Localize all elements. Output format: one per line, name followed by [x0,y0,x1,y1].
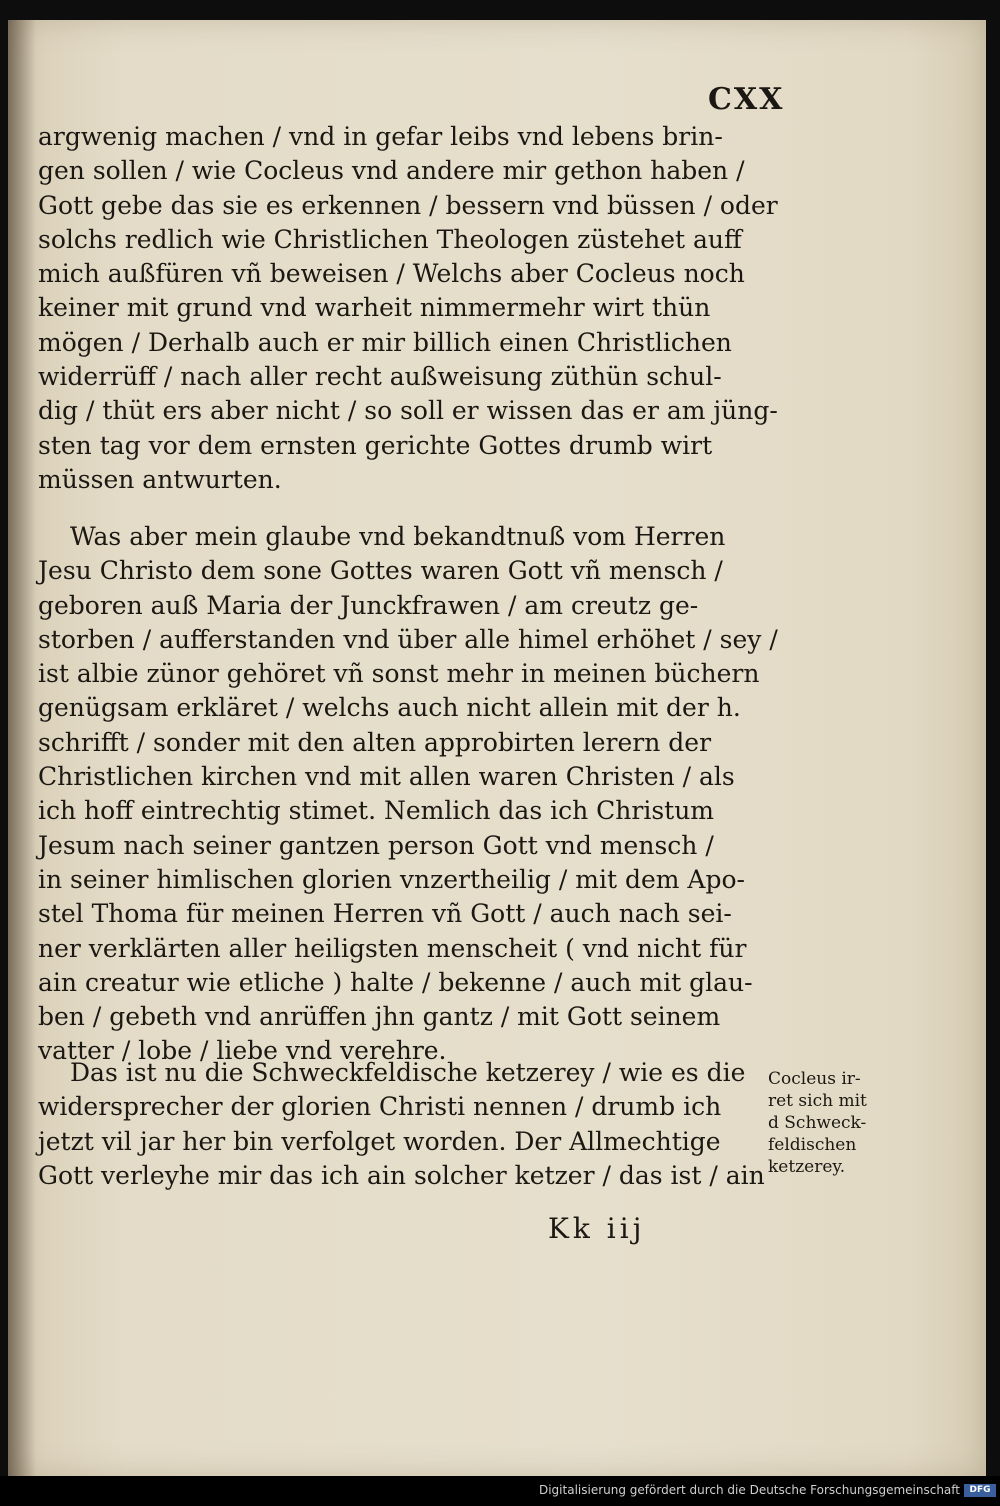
text-line: argwenig machen / vnd in gefar leibs vnd lebens brin- [38,122,723,151]
text-line: schrifft / sonder mit den alten approbirten lerern der [38,727,712,757]
text-line: Jesu Christo dem sone Gottes waren Gott vñ mensch / [38,556,723,586]
text-line: widerrüff / nach aller recht außweisung züthün schul- [38,362,722,392]
text-line: gen sollen / wie Cocleus vnd andere mir gethon haben / [38,156,745,186]
text-line: widersprecher der glorien Christi nennen / drumb ich [38,1092,722,1122]
text-line: Gott gebe das sie es erkennen / bessern vnd büssen / oder [38,190,778,220]
margin-note [768,1068,888,1178]
text-line: Gott verleyhe mir das ich ain solcher ketzer / das ist / ain [38,1160,765,1190]
signature-mark: Kk iij [548,1212,646,1245]
text-line: Was aber mein glaube vnd bekandtnuß vom Herren [70,522,726,551]
text-line: ich hoff eintrechtig stimet. Nemlich das ich Christum [38,796,715,826]
text-line: stel Thoma für meinen Herren vñ Gott / auch nach sei- [38,899,732,929]
margin-note-line: d Schweck- [768,1113,867,1133]
dfg-logo: DFG [964,1484,996,1497]
text-line: genügsam erkläret / welchs auch nicht allein mit der h. [38,693,741,723]
book-page [8,20,986,1476]
paragraph-2 [38,520,778,1069]
text-line: vatter / lobe / liebe vnd verehre. [38,1036,447,1066]
gutter-shadow [8,20,36,1476]
text-line: Jesum nach seiner gantzen person Gott vnd mensch / [38,830,714,860]
text-line: solchs redlich wie Christlichen Theologen züstehet auff [38,224,742,254]
text-line: mich außfüren vñ beweisen / Welchs aber Cocleus noch [38,259,745,289]
text-line: in seiner himlischen glorien vnzertheilig / mit dem Apo- [38,864,745,894]
margin-note-line: ketzerey. [768,1157,846,1177]
text-line: müssen antwurten. [38,464,282,494]
text-line: dig / thüt ers aber nicht / so soll er wissen das er am jüng- [38,396,778,426]
text-line: jetzt vil jar her bin verfolget worden. Der Allmechtige [38,1126,721,1156]
text-line: sten tag vor dem ernsten gerichte Gottes drumb wirt [38,430,713,460]
margin-note-line: feldischen [768,1135,857,1155]
paragraph-1 [38,120,778,497]
text-line: keiner mit grund vnd warheit nimmermehr wirt thün [38,293,711,323]
paragraph-3 [38,1056,778,1193]
footer-credit: Digitalisierung gefördert durch die Deutsche Forschungsgemeinschaft [538,1483,960,1497]
text-line: Christlichen kirchen vnd mit allen waren Christen / als [38,762,735,792]
text-line: ner verklärten aller heiligsten menscheit ( vnd nicht für [38,933,747,963]
text-line: ist albie zünor gehöret vñ sonst mehr in meinen büchern [38,659,760,689]
text-line: mögen / Derhalb auch er mir billich einen Christlichen [38,327,732,357]
text-line: ben / gebeth vnd anrüffen jhn gantz / mit Gott seinem [38,1002,721,1032]
footer-bar [0,1476,1000,1506]
margin-note-line: ret sich mit [768,1091,867,1111]
margin-note-line: Cocleus ir- [768,1069,861,1089]
text-line: storben / aufferstanden vnd über alle himel erhöhet / sey / [38,624,778,654]
text-line: Das ist nu die Schweckfeldische ketzerey / wie es die [70,1058,746,1087]
text-line: geboren auß Maria der Junckfrawen / am creutz ge- [38,590,699,620]
folio-number: CXX [708,82,785,117]
text-line: ain creatur wie etliche ) halte / bekenne / auch mit glau- [38,967,753,997]
